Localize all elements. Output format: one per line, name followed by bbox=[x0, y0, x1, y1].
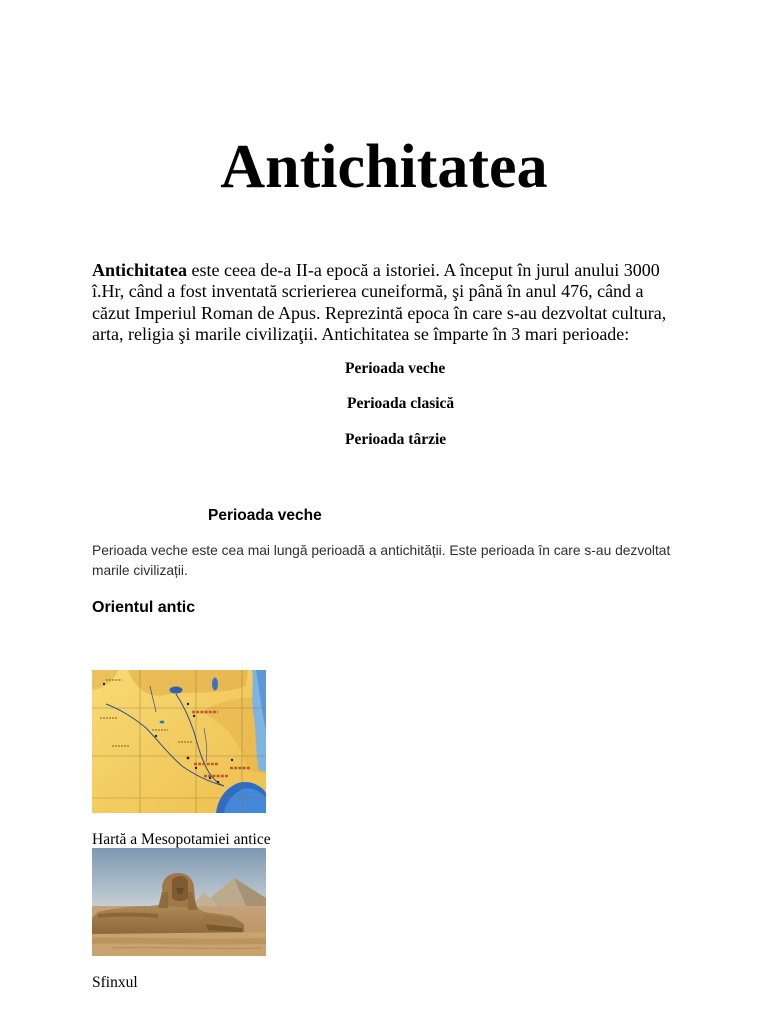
section-paragraph bbox=[92, 541, 670, 581]
intro-line: arta, religia şi marile civilizaţii. Antichitatea se împarte în 3 mari perioade: bbox=[92, 323, 630, 344]
mesopotamia-map-image bbox=[92, 670, 266, 813]
section-line: Perioada veche este cea mai lungă perioadă a antichității. Este perioada în care s-au dezvoltat bbox=[92, 543, 671, 558]
period-item-clasica: Perioada clasică bbox=[347, 395, 455, 412]
period-item-veche: Perioada veche bbox=[345, 360, 446, 377]
sphinx-caption: Sfinxul bbox=[92, 974, 138, 991]
intro-term: Antichitatea bbox=[92, 260, 187, 280]
section-heading: Perioada veche bbox=[208, 507, 322, 524]
intro-line-text: este ceea de-a II-a epocă a istoriei. A început în jurul anului 3000 bbox=[186, 260, 660, 280]
section-line: marile civilizații. bbox=[92, 563, 188, 578]
intro-line: î.Hr, când a fost inventată scrierierea cuneiformă, şi până în anul 476, când a bbox=[92, 281, 644, 302]
intro-line bbox=[92, 260, 666, 281]
intro-paragraph bbox=[92, 260, 666, 345]
page-title: Antichitatea bbox=[220, 133, 548, 201]
sphinx-image bbox=[92, 848, 266, 956]
intro-line: căzut Imperiul Roman de Apus. Reprezintă epoca în care s-au dezvoltat cultura, bbox=[92, 302, 667, 323]
subheading-orientul-antic: Orientul antic bbox=[92, 599, 196, 616]
period-item-tarzie: Perioada târzie bbox=[345, 431, 447, 448]
map-caption: Hartă a Mesopotamiei antice bbox=[92, 831, 271, 848]
